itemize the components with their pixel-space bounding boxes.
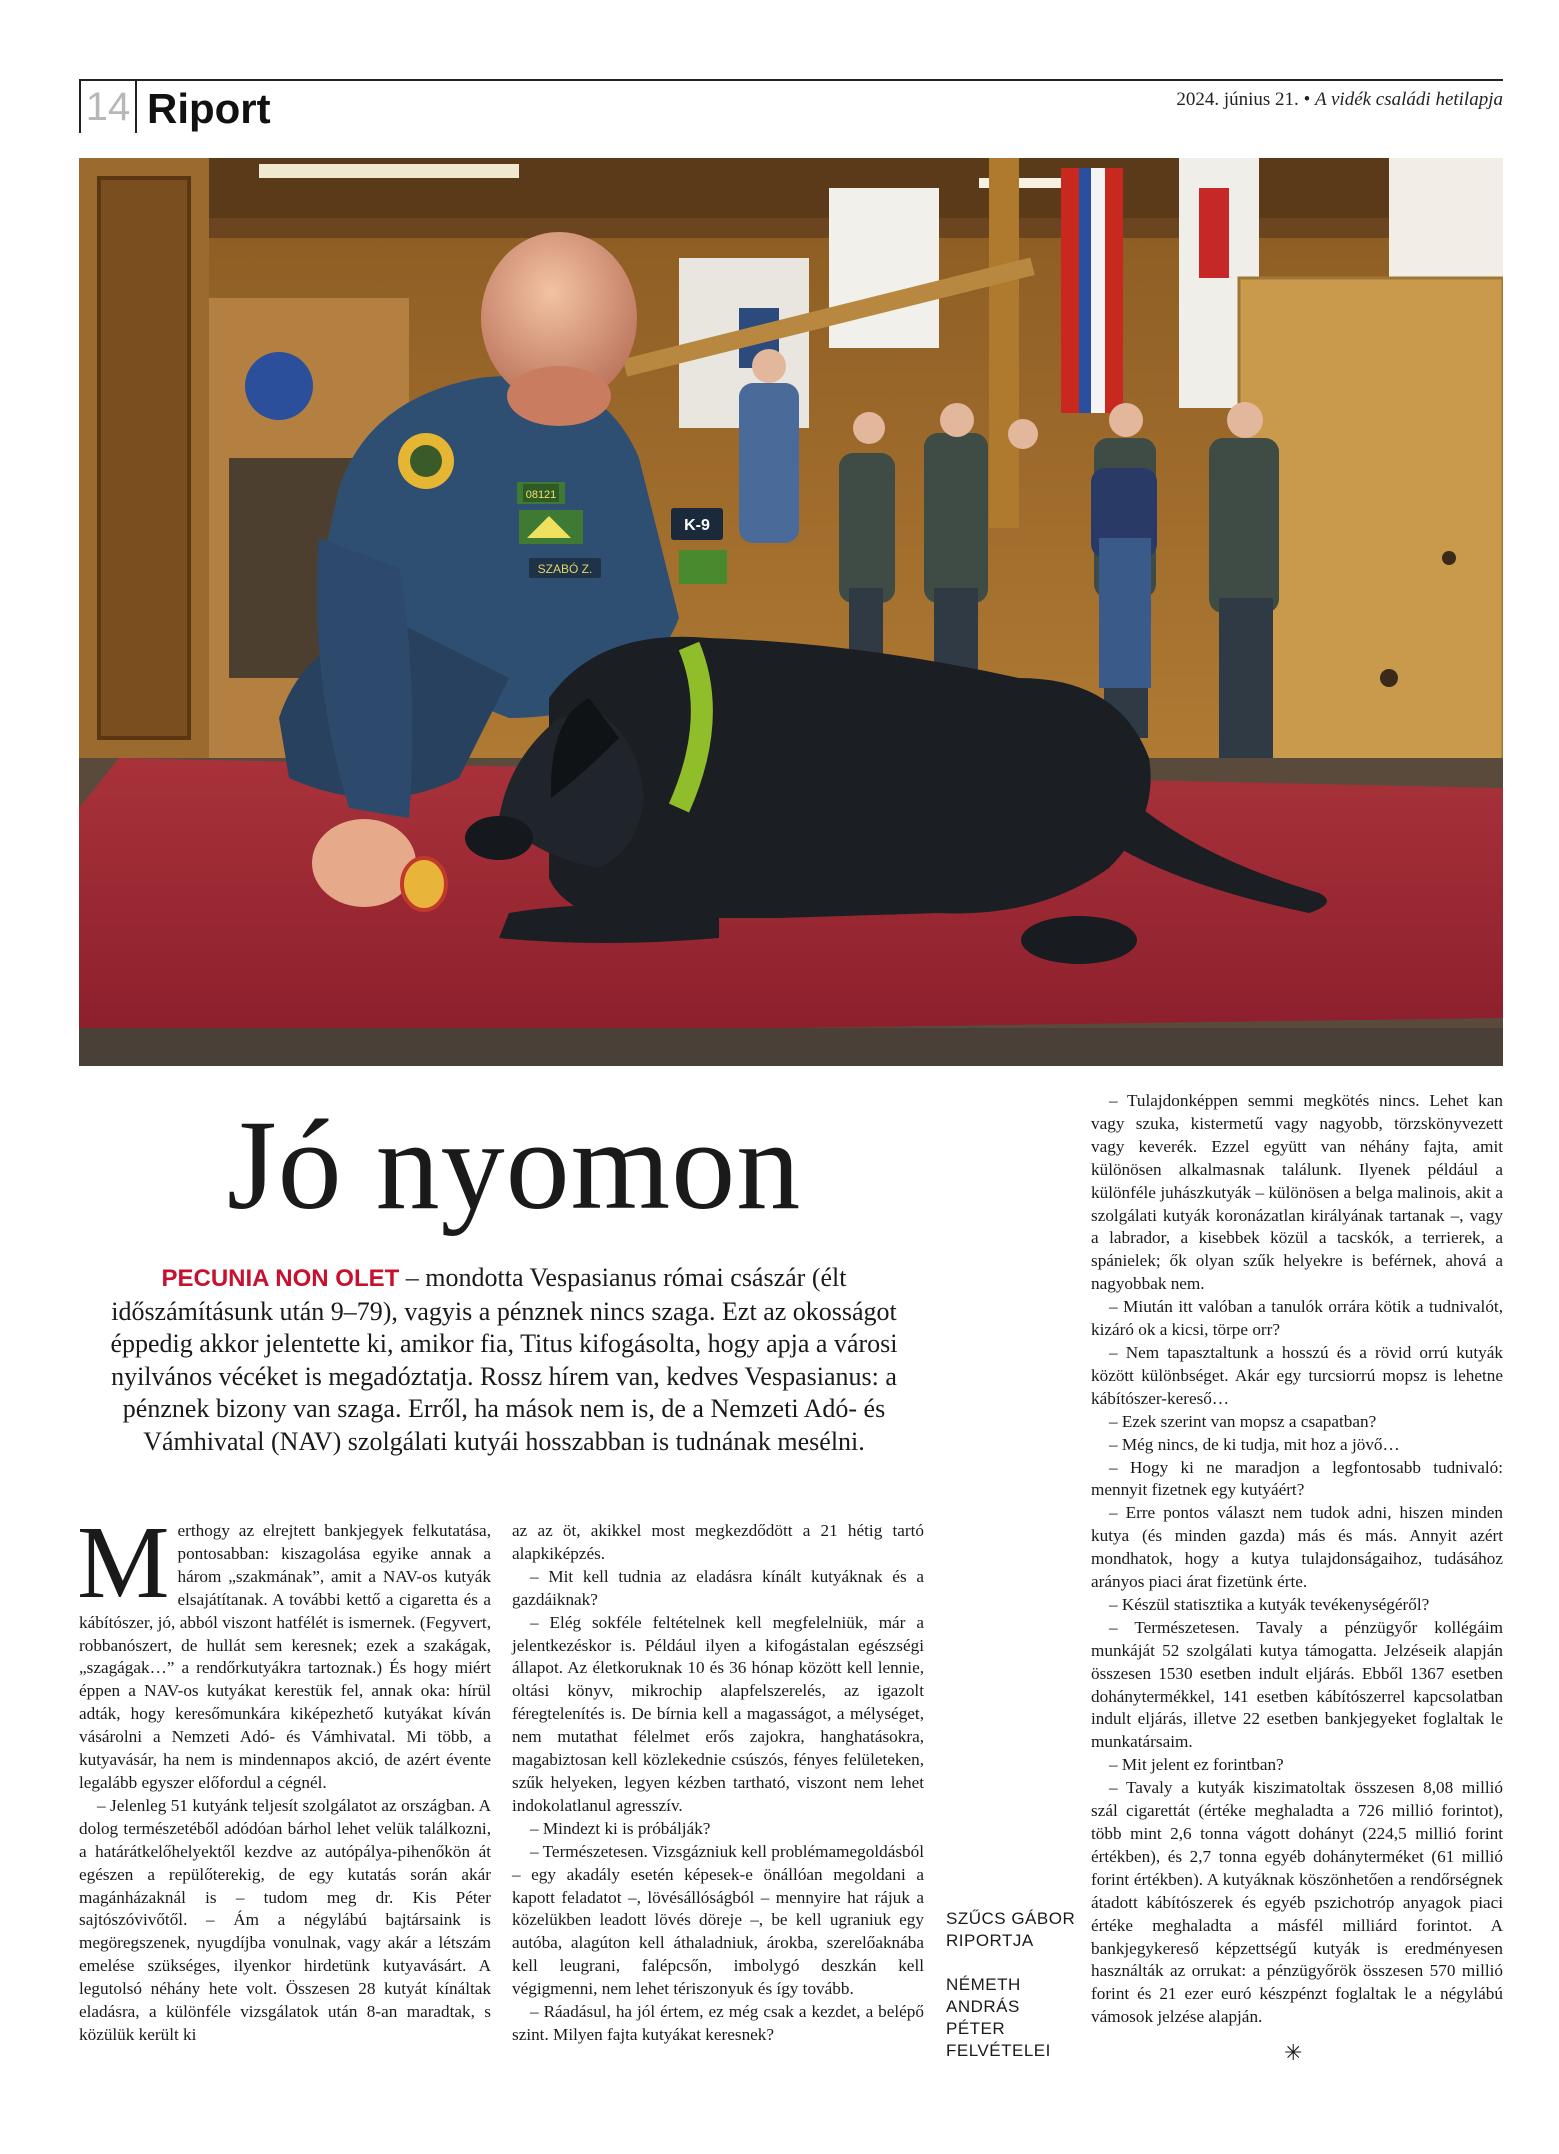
credit-line: PÉTER — [946, 2019, 1006, 2038]
credit-line: SZŰCS GÁBOR — [946, 1909, 1076, 1928]
publication-tagline: A vidék családi hetilapja — [1314, 89, 1503, 110]
body-paragraph: – Elég sokféle feltételnek kell megfelelniük, már a jelentkezéskor is. Például ilyen a kifogástalan egészségi állapot. Az életkoruknak 10 és 36 hónap között kell lennie, oltási könyv, mikrochip alapfelszerelés, az igazolt féregtelenítés is. De bírnia kell a magasságot, a mélységet, nem mutathat félelmet erős zajokra, hanghatásokra, magabiztosan kell közlekednie csúszós, fényes felületeken, szűk helyeken, legyen kézben tartható, viszont nem lehet indokolatlanul agresszív. — [512, 1612, 924, 1815]
name-tag: SZABÓ Z. — [537, 562, 593, 576]
body-paragraph: – Ezek szerint van mopsz a csapatban? — [1109, 1411, 1377, 1431]
page-header — [79, 79, 1503, 135]
body-column-3 — [1091, 1090, 1503, 2029]
body-paragraph: az az öt, akikkel most megkezdődött a 21 hétig tartó alapkiképzés. — [512, 1521, 924, 1563]
body-paragraph: – Mindezt ki is próbálják? — [530, 1818, 711, 1838]
body-column-1 — [77, 1505, 491, 2047]
page-number: 14 — [79, 81, 137, 133]
lead-kicker: PECUNIA NON OLET — [161, 1265, 400, 1292]
body-paragraph — [77, 1505, 491, 1795]
badge-number: 08121 — [525, 489, 557, 501]
body-paragraph: – Mit jelent ez forintban? — [1109, 1755, 1284, 1775]
body-paragraph: – Nem tapasztaltunk a hosszú és a rövid orrú kutyák között különbséget. Akár egy turcsiorrú mopsz is lehetne kábítószer-kereső… — [1091, 1342, 1503, 1408]
body-paragraph: – Természetesen. Vizsgázniuk kell problémamegoldásból – egy akadály esetén képesek-e önállóan megoldani a kapott feladatot –, lövésállóságból – mennyire hat rájuk a közelükben leadott lövés döreje –, be kell ugraniuk egy autóba, alagúton kell áthaladniuk, árokba, szerelőaknába kell leugrani, falépcsőn, imbolygó deszkán kell végigmenni, nem lehet tériszonyuk és így tovább. — [512, 1841, 924, 1999]
credit-line: NÉMETH — [946, 1975, 1021, 1994]
body-column-2 — [512, 1520, 924, 2047]
dateline — [1176, 89, 1503, 111]
headline: Jó nyomon — [226, 1094, 802, 1236]
k9-patch: K-9 — [684, 517, 710, 534]
body-paragraph: – Ráadásul, ha jól értem, ez még csak a kezdet, a belépő szint. Milyen fajta kutyákat keresnek? — [512, 2002, 924, 2044]
body-paragraph: – Hogy ki ne maradjon a legfontosabb tudnivaló: mennyit fizetnek egy kutyáért? — [1091, 1457, 1503, 1500]
credit-line: ANDRÁS — [946, 1997, 1020, 2016]
body-paragraph: – Mit kell tudnia az eladásra kínált kutyáknak és a gazdáiknak? — [512, 1566, 924, 1609]
body-paragraph: – Tulajdonképpen semmi megkötés nincs. Lehet kan vagy szuka, kistermetű vagy nagyobb, törzskönyvezett vagy keverék. Ezzel együtt van néhány fajta, amit különösen alkalmasnak találunk. Ilyenek például a különféle juhászkutyák – különösen a belga malinois, akit a szolgálati kutyák koronázatlan királyának tartanak –, vagy a labrador, a kisebbek közül a tacskók, a terrierek, a spánielek; ők olyan szűk helyekre is beférnek, ahová a nagyobbak nem. — [1091, 1091, 1503, 1294]
drop-cap: M — [77, 1505, 170, 1620]
end-mark: ✳ — [1284, 2040, 1303, 2065]
lead-text: – mondotta Vespasianus római császár (élt időszámításunk után 9–79), vagyis a pénznek nincs szaga. Ezt az okosságot éppedig akkor jelentette ki, amikor fia, Titus kifogásolta, hogy apja a városi nyilvános vécéket is megadóztatja. Rossz hírem van, kedves Vespasianus: a pénznek bizony van szaga. Erről, ha mások nem is, de a Nemzeti Adó- és Vámhivatal (NAV) szolgálati kutyái hosszabban is tudnának mesélni. — [110, 1263, 898, 1456]
body-paragraph: – Erre pontos választ nem tudok adni, hiszen minden kutya (és minden gazda) más és más. Annyit azért mondhatok, hogy a kutya tulajdonságaihoz, tudásához arányos piaci árat fizetünk érte. — [1091, 1503, 1503, 1592]
body-paragraph: – Tavaly a kutyák kiszimatoltak összesen 8,08 millió szál cigarettát (értéke meghaladta a 726 millió forintot), több mint 2,6 tonna vágott dohányt (224,5 millió forint értékben), és 2,7 tonna egyéb dohányterméket (61 millió forint értékben). A kutyáknak köszönhetően a rendőrségnek átadott kábítószerek és egyéb pszichotróp anyagok piaci értéke meghaladta a másfél milliárd forintot. A bankjegykereső képzettségű kutyák is eredményesen használták az orrukat: a pénzügyőrök összesen 570 millió forint és 21 ezer euró készpénzt foglaltak le a négylábú vámosok jelzése alapján. — [1091, 1778, 1503, 2027]
article-photo — [79, 158, 1503, 1066]
lead-paragraph — [79, 1262, 929, 1458]
dateline-bullet: • — [1303, 89, 1311, 110]
body-paragraph: – Miután itt valóban a tanulók orrára kötik a tudnivalót, kizáró ok a kicsi, törpe orr? — [1091, 1297, 1503, 1340]
credits — [946, 1908, 1076, 2062]
body-paragraph: – Természetesen. Tavaly a pénzügyőr kollégáim munkáját 52 szolgálati kutya támogatta. Jelzéseik alapján összesen 1530 esetben indult eljárás. Ebből 1367 esetben dohánytermékkel, 141 esetben kábítószerrel kapcsolatban indult eljárás, illetve 22 esetben bankjegyeket foglaltak le munkatársaim. — [1091, 1617, 1503, 1752]
body-paragraph: – Készül statisztika a kutyák tevékenységéről? — [1109, 1594, 1430, 1614]
body-paragraph: – Jelenleg 51 kutyánk teljesít szolgálatot az országban. A dolog természetéből adódóan bárhol lehet velük találkozni, a határátkelőhelyektől kezdve az autópálya-pihenőkön át egészen a repülőterekig, de egy kutatás során akár magánházaknál is – tudom meg dr. Kis Péter sajtószóvivőtől. – Ám a négylábú bajtársaink is megöregszenek, nyugdíjba vonulnak, vagy akár a létszám emelése szükséges, ilyenkor hirdetünk kutyavásárt. A legutolsó néhány hete volt. Összesen 28 kutyát kínáltak eladásra, a különféle vizsgálatok után 8-an maradtak, s közülük került ki — [79, 1795, 491, 2044]
issue-date: 2024. június 21. — [1176, 89, 1299, 110]
credit-line: RIPORTJA — [946, 1931, 1034, 1950]
body-paragraph: – Még nincs, de ki tudja, mit hoz a jövő… — [1109, 1434, 1400, 1454]
credit-line: FELVÉTELEI — [946, 2041, 1051, 2060]
body-paragraph-text: erthogy az elrejtett bankjegyek felkutatása, pontosabban: kiszagolása egyike annak a három „szakmának”, amit a NAV-os kutyák elsajátítanak. A további kettő a cigaretta és a kábítószer, jó, abból viszont hatfélét is ismernek. (Fegyvert, robbanószert, de hullát sem keresnek; ezek a szakágak, „szagágak…” a rendőrkutyákra tartoznak.) És hogy miért éppen a NAV-os kutyákat kerestük fel, annak oka: hírül adták, hogy keresőmunkára kiképezhető kutyákat kíván vásárolni a Nemzeti Adó- és Vámhivatal. Mi több, a kutyavásár, ha nem is mindennapos akció, de azért évente legalább egyszer előfordul a cégnél. — [79, 1521, 491, 1792]
section-title: Riport — [147, 85, 271, 132]
